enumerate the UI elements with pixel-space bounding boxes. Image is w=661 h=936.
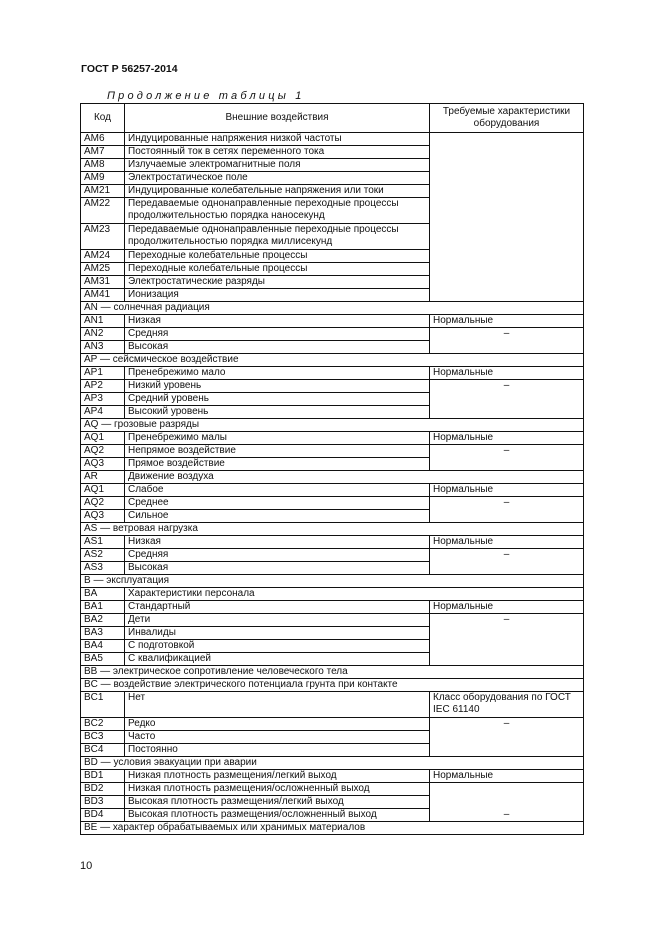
row-text: Индуцированные напряжения низкой частоты <box>125 133 430 146</box>
section-row <box>81 822 584 835</box>
row-code: BA5 <box>81 653 125 666</box>
row-requirement: Нормальные <box>430 536 584 549</box>
table-row <box>81 536 584 549</box>
row-code: AQ1 <box>81 432 125 445</box>
requirements-table <box>80 103 584 835</box>
row-text: Инвалиды <box>125 627 430 640</box>
row-code: BA <box>81 588 125 601</box>
row-text: Высокая <box>125 562 430 575</box>
row-text: Низкий уровень <box>125 380 430 393</box>
table-row <box>81 445 584 458</box>
row-code: AM22 <box>81 198 125 224</box>
row-requirement-empty <box>430 133 584 302</box>
section-title: AP — сейсмическое воздействие <box>81 354 584 367</box>
section-row <box>81 575 584 588</box>
row-text: Среднее <box>125 497 430 510</box>
row-requirement-dash: – <box>430 783 584 822</box>
section-row <box>81 419 584 432</box>
row-text: С подготовкой <box>125 640 430 653</box>
row-requirement-dash: – <box>430 497 584 523</box>
row-requirement: Нормальные <box>430 432 584 445</box>
row-requirement: Нормальные <box>430 770 584 783</box>
row-text: Характеристики персонала <box>125 588 584 601</box>
row-text: Переходные колебательные процессы <box>125 250 430 263</box>
table-row <box>81 601 584 614</box>
row-text: Слабое <box>125 484 430 497</box>
table-row <box>81 471 584 484</box>
row-text: Индуцированные колебательные напряжения или токи <box>125 185 430 198</box>
row-code: AN2 <box>81 328 125 341</box>
section-title: AN — солнечная радиация <box>81 302 584 315</box>
row-code: AP3 <box>81 393 125 406</box>
row-code: AM24 <box>81 250 125 263</box>
table-row <box>81 588 584 601</box>
row-code: BC3 <box>81 731 125 744</box>
section-row <box>81 523 584 536</box>
row-text: Высокая плотность размещения/осложненный выход <box>125 809 430 822</box>
row-code: AQ1 <box>81 484 125 497</box>
table-row <box>81 315 584 328</box>
section-title: BB — электрическое сопротивление человеческого тела <box>81 666 584 679</box>
row-text: Низкая <box>125 536 430 549</box>
row-text: Движение воздуха <box>125 471 584 484</box>
row-code: AP2 <box>81 380 125 393</box>
row-requirement: Нормальные <box>430 601 584 614</box>
row-text: Пренебрежимо мало <box>125 367 430 380</box>
header-requirements: Требуемые характеристики оборудования <box>430 104 584 133</box>
row-code: AM21 <box>81 185 125 198</box>
row-code: AN1 <box>81 315 125 328</box>
row-requirement-dash: – <box>430 380 584 419</box>
row-code: AN3 <box>81 341 125 354</box>
table-caption: Продолжение таблицы 1 <box>107 90 305 102</box>
header-influence: Внешние воздействия <box>125 104 430 133</box>
row-text: Постоянный ток в сетях переменного тока <box>125 146 430 159</box>
row-requirement-dash: – <box>430 549 584 575</box>
row-text: Дети <box>125 614 430 627</box>
section-row <box>81 354 584 367</box>
row-requirement-dash: – <box>430 328 584 354</box>
row-text: Передаваемые однонаправленные переходные процессы продолжительностью порядка наносекунд <box>125 198 430 224</box>
row-code: BC4 <box>81 744 125 757</box>
row-text: Передаваемые однонаправленные переходные процессы продолжительностью порядка миллисекунд <box>125 224 430 250</box>
table-row <box>81 484 584 497</box>
row-text: Редко <box>125 718 430 731</box>
row-code: AM7 <box>81 146 125 159</box>
row-code: AQ3 <box>81 510 125 523</box>
row-code: BC2 <box>81 718 125 731</box>
row-text: Средний уровень <box>125 393 430 406</box>
row-text: Низкая плотность размещения/осложненный выход <box>125 783 430 796</box>
section-title: AQ — грозовые разряды <box>81 419 584 432</box>
row-text: Электростатические разряды <box>125 276 430 289</box>
row-code: BD4 <box>81 809 125 822</box>
row-text: Прямое воздействие <box>125 458 430 471</box>
row-requirement: Класс оборудования по ГОСТ IEC 61140 <box>430 692 584 718</box>
row-code: BD1 <box>81 770 125 783</box>
row-code: AM25 <box>81 263 125 276</box>
section-title: BC — воздействие электрического потенциала грунта при контакте <box>81 679 584 692</box>
row-text: С квалификацией <box>125 653 430 666</box>
row-code: AQ3 <box>81 458 125 471</box>
row-requirement-dash: – <box>430 445 584 471</box>
row-code: AS3 <box>81 562 125 575</box>
table-row <box>81 497 584 510</box>
section-row <box>81 757 584 770</box>
table-row <box>81 432 584 445</box>
row-code: BA1 <box>81 601 125 614</box>
section-row <box>81 679 584 692</box>
section-title: AS — ветровая нагрузка <box>81 523 584 536</box>
table-row <box>81 367 584 380</box>
row-text: Часто <box>125 731 430 744</box>
row-code: BA3 <box>81 627 125 640</box>
row-text: Постоянно <box>125 744 430 757</box>
section-title: BD — условия эвакуации при аварии <box>81 757 584 770</box>
table-row <box>81 783 584 796</box>
row-code: BA4 <box>81 640 125 653</box>
row-code: AM31 <box>81 276 125 289</box>
row-requirement-dash: – <box>430 614 584 666</box>
section-title: BE — характер обрабатываемых или хранимых материалов <box>81 822 584 835</box>
row-code: AQ2 <box>81 445 125 458</box>
row-text: Электростатическое поле <box>125 172 430 185</box>
row-text: Сильное <box>125 510 430 523</box>
row-text: Пренебрежимо малы <box>125 432 430 445</box>
section-title: B — эксплуатация <box>81 575 584 588</box>
row-code: AM41 <box>81 289 125 302</box>
header-code: Код <box>81 104 125 133</box>
row-text: Ионизация <box>125 289 430 302</box>
table-row <box>81 328 584 341</box>
table-row <box>81 549 584 562</box>
table-header-row <box>81 104 584 133</box>
table-row <box>81 718 584 731</box>
row-text: Непрямое воздействие <box>125 445 430 458</box>
row-text: Высокая <box>125 341 430 354</box>
row-code: AR <box>81 471 125 484</box>
row-code: BC1 <box>81 692 125 718</box>
row-text: Стандартный <box>125 601 430 614</box>
row-text: Высокая плотность размещения/легкий выход <box>125 796 430 809</box>
row-text: Нет <box>125 692 430 718</box>
row-code: AM8 <box>81 159 125 172</box>
row-code: BD2 <box>81 783 125 796</box>
row-requirement: Нормальные <box>430 315 584 328</box>
row-text: Низкая <box>125 315 430 328</box>
table-row <box>81 692 584 718</box>
row-text: Переходные колебательные процессы <box>125 263 430 276</box>
table-row <box>81 614 584 627</box>
row-code: AM9 <box>81 172 125 185</box>
section-row <box>81 666 584 679</box>
row-text: Низкая плотность размещения/легкий выход <box>125 770 430 783</box>
row-code: AP1 <box>81 367 125 380</box>
table-row <box>81 133 584 146</box>
row-code: AS2 <box>81 549 125 562</box>
section-row <box>81 302 584 315</box>
row-requirement-dash: – <box>430 718 584 757</box>
row-text: Средняя <box>125 328 430 341</box>
row-code: AQ2 <box>81 497 125 510</box>
row-code: AM6 <box>81 133 125 146</box>
row-code: AS1 <box>81 536 125 549</box>
row-code: BD3 <box>81 796 125 809</box>
page-number: 10 <box>80 860 93 872</box>
row-text: Средняя <box>125 549 430 562</box>
row-text: Излучаемые электромагнитные поля <box>125 159 430 172</box>
table-row <box>81 380 584 393</box>
row-code: BA2 <box>81 614 125 627</box>
row-text: Высокий уровень <box>125 406 430 419</box>
row-code: AM23 <box>81 224 125 250</box>
table-row <box>81 770 584 783</box>
row-requirement: Нормальные <box>430 484 584 497</box>
row-code: AP4 <box>81 406 125 419</box>
document-title: ГОСТ Р 56257-2014 <box>81 63 178 75</box>
row-requirement: Нормальные <box>430 367 584 380</box>
